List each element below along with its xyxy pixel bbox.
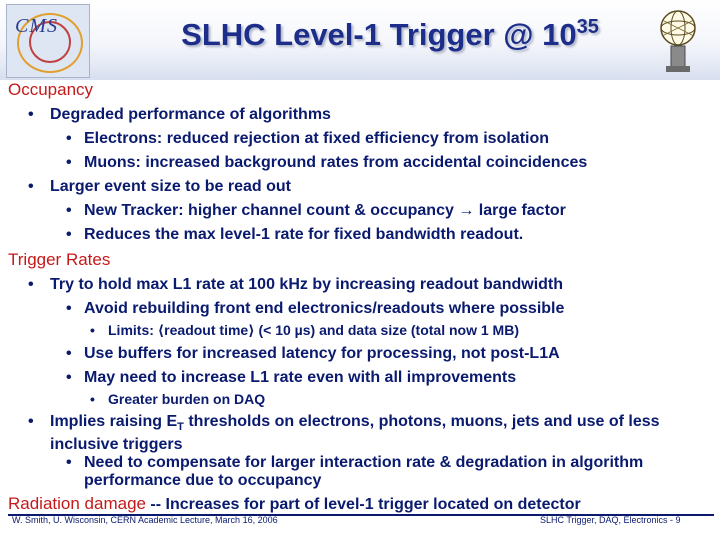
slide-title (130, 16, 650, 53)
list-item: • Try to hold max L1 rate at 100 kHz by increasing readout bandwidth (28, 276, 564, 293)
list-item: • Larger event size to be read out (28, 178, 291, 195)
list-item-et-thresholds: • Implies raising $E_T$ thresholds on electrons, photons, muons, jets and use of less inclusive triggers (28, 413, 660, 454)
heading-occupancy: Occupancy (8, 80, 94, 99)
title-exponent: 35 (576, 16, 599, 38)
list-item: • Reduces the max level-1 rate for fixed bandwidth readout. (66, 226, 524, 243)
list-item: • Muons: increased background rates from accidental coincidences (66, 154, 588, 171)
list-item: • Use buffers for increased latency for processing, not post-L1A (66, 345, 560, 362)
wisconsin-logo (652, 8, 704, 76)
cms-logo-text: CMS (15, 15, 58, 37)
heading-trigger-rates: Trigger Rates (8, 250, 111, 269)
footer-author: W. Smith, U. Wisconsin, CERN Academic Lecture, March 16, 2006 (12, 515, 278, 525)
slide-header (0, 0, 720, 80)
list-item: • Greater burden on DAQ (90, 391, 266, 407)
list-item: • Electrons: reduced rejection at fixed efficiency from isolation (66, 130, 550, 147)
list-item: • May need to increase L1 rate even with all improvements (66, 369, 517, 386)
list-item: • New Tracker: higher channel count & occupancy → large factor (66, 202, 566, 219)
footer-slide-info: SLHC Trigger, DAQ, Electronics - 9 (540, 515, 681, 525)
title-text: SLHC Level-1 Trigger @ 10 (181, 17, 577, 52)
heading-radiation-damage: Radiation damage -- Increases for part of level-1 trigger located on detector (8, 494, 581, 513)
list-item: • Avoid rebuilding front end electronics/readouts where possible (66, 300, 565, 317)
cms-logo (6, 4, 90, 78)
list-item: • Limits: ⟨readout time⟩ (< 10 µs) and data size (total now 1 MB) (90, 322, 519, 338)
list-item: • Degraded performance of algorithms (28, 106, 331, 123)
list-item: • Need to compensate for larger interaction rate & degradation in algorithm performance due to occupancy (66, 454, 644, 489)
